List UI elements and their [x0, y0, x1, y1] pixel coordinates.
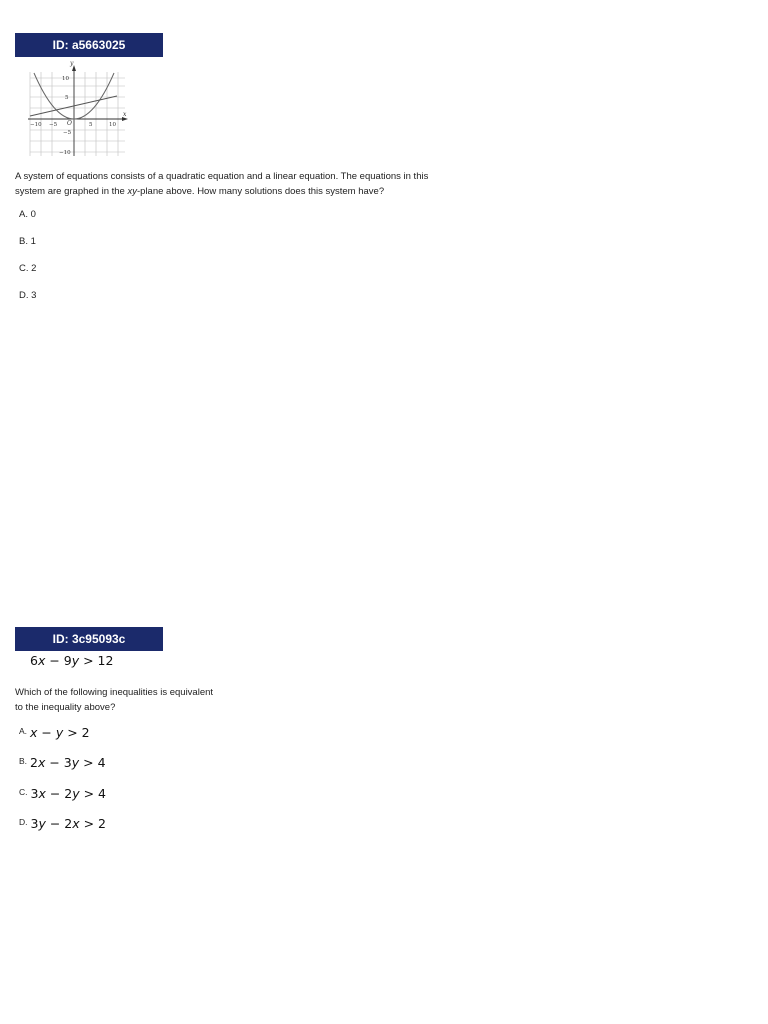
stem-text: system are graphed in the: [15, 186, 128, 197]
choice-expression: [31, 816, 107, 831]
y-tick-label: 10: [62, 76, 69, 82]
var: y: [71, 755, 80, 770]
coef: 3: [30, 816, 39, 831]
question-stem-line: to the inequality above?: [15, 702, 116, 713]
choice-letter: D.: [19, 817, 28, 827]
answer-choice-c[interactable]: [19, 786, 106, 801]
answer-choice-c[interactable]: C. 2: [19, 263, 37, 274]
choice-expression: [30, 755, 106, 770]
x-tick-label: 10: [109, 122, 116, 128]
var: y: [55, 725, 64, 740]
question-stem-line: Which of the following inequalities is equivalent: [15, 687, 214, 698]
rhs: > 4: [79, 755, 106, 770]
question-1-body: [15, 169, 715, 301]
question-stem-line: [15, 184, 715, 199]
choice-expression: [30, 725, 90, 740]
answer-choice-a[interactable]: A. 0: [19, 209, 36, 220]
origin-label: O: [67, 120, 72, 127]
question-stem: [15, 685, 715, 715]
choice-letter: C.: [19, 787, 28, 797]
question-id-label: ID: a5663025: [52, 38, 126, 52]
choice-expression: [31, 786, 107, 801]
system-graph: [25, 60, 133, 160]
var: x: [38, 786, 46, 801]
rhs: > 4: [79, 786, 107, 801]
stem-text: -plane above. How many solutions does this system have?: [136, 186, 385, 197]
op: − 9: [45, 653, 72, 668]
y-tick-label: 5: [65, 95, 69, 101]
question-id-label: ID: 3c95093c: [52, 632, 126, 646]
y-tick-label: −10: [59, 150, 71, 156]
question-id-badge: [15, 33, 163, 57]
rhs: > 2: [63, 725, 90, 740]
op: − 3: [45, 755, 72, 770]
coef: 3: [30, 786, 39, 801]
var: y: [71, 653, 80, 668]
op: − 2: [45, 786, 73, 801]
answer-choice-d[interactable]: D. 3: [19, 290, 37, 301]
var: x: [37, 755, 46, 770]
y-tick-label: −5: [63, 130, 72, 136]
given-inequality: [30, 653, 113, 668]
x-tick-label: −10: [30, 122, 42, 128]
choice-letter: B.: [19, 756, 28, 766]
var: x: [37, 653, 46, 668]
x-tick-label: 5: [89, 122, 93, 128]
var: x: [30, 725, 38, 740]
question-2-body: [15, 685, 715, 831]
question-stem-line: A system of equations consists of a quadratic equation and a linear equation. The equations in this: [15, 171, 429, 182]
rhs: > 12: [79, 653, 114, 668]
x-axis-label: x: [123, 111, 127, 118]
stem-italic-xy: xy: [127, 186, 137, 197]
answer-choice-a[interactable]: [19, 725, 90, 740]
var: y: [72, 786, 80, 801]
y-axis-label: y: [70, 60, 74, 67]
answer-choice-b[interactable]: [19, 755, 106, 770]
answer-choice-d[interactable]: [19, 816, 106, 831]
graph-grid: [30, 72, 125, 156]
answer-choice-b[interactable]: B. 1: [19, 236, 36, 247]
question-a5663025: [15, 33, 715, 57]
question-id-badge: [15, 627, 163, 651]
coef: 2: [30, 755, 38, 770]
linear-line: [30, 96, 117, 116]
coef: 6: [30, 653, 38, 668]
choice-letter: A.: [19, 726, 28, 736]
op: − 2: [45, 816, 73, 831]
var: x: [72, 816, 80, 831]
x-tick-label: −5: [49, 122, 58, 128]
rhs: > 2: [79, 816, 107, 831]
var: y: [38, 816, 46, 831]
question-stem: [15, 169, 715, 199]
question-3c95093c: [15, 627, 715, 651]
op: −: [37, 725, 56, 740]
